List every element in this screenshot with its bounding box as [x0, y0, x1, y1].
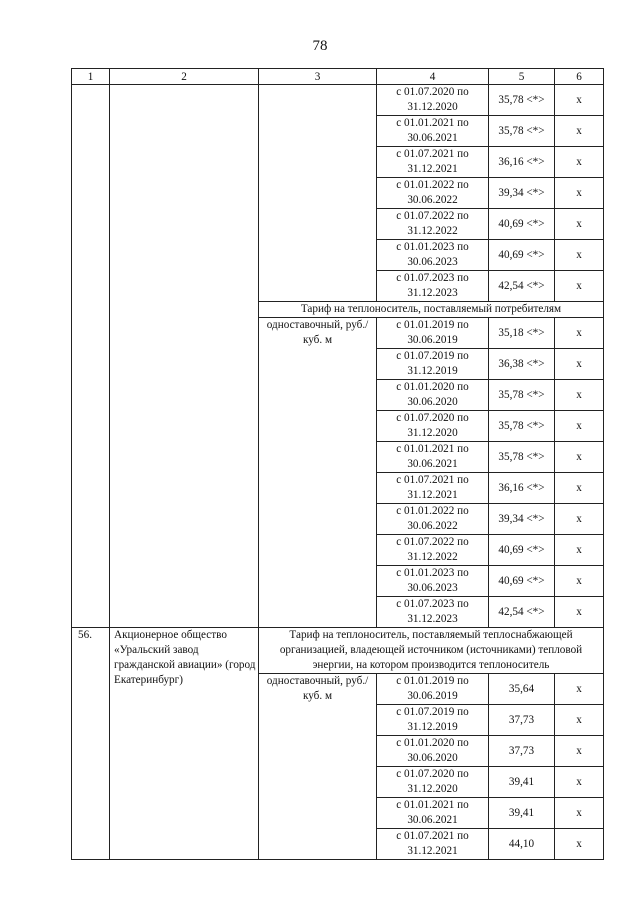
value-cell: 42,54 <*>	[489, 271, 555, 302]
period-cell: с 01.07.2022 по 31.12.2022	[377, 535, 489, 566]
period-cell: с 01.07.2021 по 31.12.2021	[377, 473, 489, 504]
x-cell: х	[555, 597, 604, 628]
value-cell: 40,69 <*>	[489, 535, 555, 566]
organization-name: Акционерное общество «Уральский завод гражданской авиации» (город Екатеринбург)	[110, 628, 259, 860]
value-cell: 35,78 <*>	[489, 380, 555, 411]
unit-cell-empty	[259, 85, 377, 302]
column-header: 1	[72, 69, 110, 85]
column-header: 2	[110, 69, 259, 85]
column-header: 4	[377, 69, 489, 85]
value-cell: 35,78 <*>	[489, 116, 555, 147]
value-cell: 35,18 <*>	[489, 318, 555, 349]
x-cell: х	[555, 411, 604, 442]
value-cell: 40,69 <*>	[489, 209, 555, 240]
period-cell: с 01.07.2021 по 31.12.2021	[377, 147, 489, 178]
unit-cell: одноставочный, руб./куб. м	[259, 318, 377, 628]
value-cell: 35,78 <*>	[489, 411, 555, 442]
page-number: 78	[312, 38, 328, 54]
column-header: 3	[259, 69, 377, 85]
x-cell: х	[555, 318, 604, 349]
number-cell-empty	[72, 85, 110, 628]
x-cell: х	[555, 442, 604, 473]
x-cell: х	[555, 705, 604, 736]
section-title-row	[72, 628, 604, 674]
x-cell: х	[555, 178, 604, 209]
value-cell: 42,54 <*>	[489, 597, 555, 628]
period-cell: с 01.07.2021 по 31.12.2021	[377, 829, 489, 860]
value-cell: 35,64	[489, 674, 555, 705]
value-cell: 39,34 <*>	[489, 504, 555, 535]
value-cell: 36,16 <*>	[489, 473, 555, 504]
x-cell: х	[555, 240, 604, 271]
x-cell: х	[555, 349, 604, 380]
column-header: 5	[489, 69, 555, 85]
period-cell: с 01.01.2020 по 30.06.2020	[377, 380, 489, 411]
period-cell: с 01.07.2020 по 31.12.2020	[377, 767, 489, 798]
value-cell: 37,73	[489, 736, 555, 767]
period-cell: с 01.01.2023 по 30.06.2023	[377, 566, 489, 597]
value-cell: 39,41	[489, 798, 555, 829]
period-cell: с 01.07.2023 по 31.12.2023	[377, 597, 489, 628]
x-cell: х	[555, 473, 604, 504]
period-cell: с 01.07.2023 по 31.12.2023	[377, 271, 489, 302]
value-cell: 35,78 <*>	[489, 442, 555, 473]
value-cell: 39,34 <*>	[489, 178, 555, 209]
unit-cell: одноставочный, руб./куб. м	[259, 674, 377, 860]
x-cell: х	[555, 271, 604, 302]
column-header-row	[72, 69, 604, 85]
period-cell: с 01.01.2022 по 30.06.2022	[377, 504, 489, 535]
x-cell: х	[555, 380, 604, 411]
value-cell: 35,78 <*>	[489, 85, 555, 116]
x-cell: х	[555, 535, 604, 566]
table-row	[72, 85, 604, 116]
x-cell: х	[555, 209, 604, 240]
value-cell: 36,16 <*>	[489, 147, 555, 178]
value-cell: 40,69 <*>	[489, 566, 555, 597]
period-cell: с 01.07.2019 по 31.12.2019	[377, 705, 489, 736]
x-cell: х	[555, 798, 604, 829]
x-cell: х	[555, 736, 604, 767]
period-cell: с 01.01.2021 по 30.06.2021	[377, 798, 489, 829]
period-cell: с 01.07.2020 по 31.12.2020	[377, 85, 489, 116]
value-cell: 39,41	[489, 767, 555, 798]
period-cell: с 01.01.2023 по 30.06.2023	[377, 240, 489, 271]
period-cell: с 01.01.2020 по 30.06.2020	[377, 736, 489, 767]
period-cell: с 01.01.2021 по 30.06.2021	[377, 442, 489, 473]
value-cell: 36,38 <*>	[489, 349, 555, 380]
column-header: 6	[555, 69, 604, 85]
section-title: Тариф на теплоноситель, поставляемый потребителям	[259, 302, 604, 318]
x-cell: х	[555, 566, 604, 597]
value-cell: 44,10	[489, 829, 555, 860]
x-cell: х	[555, 504, 604, 535]
x-cell: х	[555, 147, 604, 178]
period-cell: с 01.01.2019 по 30.06.2019	[377, 674, 489, 705]
tariff-table	[71, 68, 604, 860]
organization-cell-empty	[110, 85, 259, 628]
x-cell: х	[555, 829, 604, 860]
period-cell: с 01.07.2020 по 31.12.2020	[377, 411, 489, 442]
entry-number: 56.	[72, 628, 110, 860]
section-title: Тариф на теплоноситель, поставляемый теплоснабжающей организацией, владеющей источником (источниками) тепловой энергии, на котором производится теплоноситель	[259, 628, 604, 674]
period-cell: с 01.01.2022 по 30.06.2022	[377, 178, 489, 209]
value-cell: 40,69 <*>	[489, 240, 555, 271]
x-cell: х	[555, 674, 604, 705]
period-cell: с 01.07.2019 по 31.12.2019	[377, 349, 489, 380]
x-cell: х	[555, 85, 604, 116]
period-cell: с 01.01.2019 по 30.06.2019	[377, 318, 489, 349]
x-cell: х	[555, 767, 604, 798]
period-cell: с 01.07.2022 по 31.12.2022	[377, 209, 489, 240]
period-cell: с 01.01.2021 по 30.06.2021	[377, 116, 489, 147]
x-cell: х	[555, 116, 604, 147]
value-cell: 37,73	[489, 705, 555, 736]
